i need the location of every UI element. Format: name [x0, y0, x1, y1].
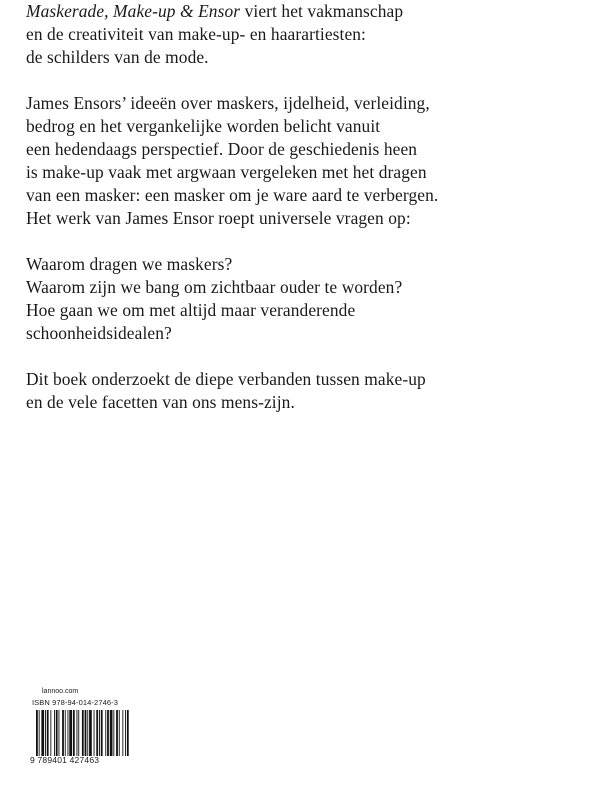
text-line: James Ensors’ ideeën over maskers, ijdelheid, verleiding,: [26, 93, 430, 113]
intro-line-3: de schilders van de mode.: [26, 47, 209, 67]
closing-paragraph: [26, 368, 586, 414]
barcode-digits: 9 789401 427463: [30, 755, 100, 765]
book-title-italic: Maskerade, Make-up & Ensor: [26, 1, 241, 21]
text-line: is make-up vaak met argwaan vergeleken met het dragen: [26, 162, 427, 182]
question-line: Hoe gaan we om met altijd maar veranderende: [26, 300, 356, 320]
text-line: bedrog en het vergankelijke worden belicht vanuit: [26, 116, 381, 136]
text-line: Dit boek onderzoekt de diepe verbanden tussen make-up: [26, 369, 426, 389]
text-line: en de vele facetten van ons mens-zijn.: [26, 392, 295, 412]
isbn-label: ISBN 978-94-014-2746-3: [32, 698, 119, 707]
intro-line-1: [26, 0, 586, 23]
publisher-url: lannoo.com: [42, 688, 79, 695]
intro-line-2: en de creativiteit van make-up- en haarartiesten:: [26, 24, 366, 44]
questions-paragraph: [26, 253, 586, 345]
text-line: van een masker: een masker om je ware aard te verbergen.: [26, 185, 439, 205]
question-line: Waarom dragen we maskers?: [26, 254, 233, 274]
back-cover-text: [26, 0, 586, 437]
intro-line-1-rest: viert het vakmanschap: [240, 1, 404, 21]
question-line: schoonheidsidealen?: [26, 323, 172, 343]
ensor-paragraph: [26, 92, 586, 230]
text-line: Het werk van James Ensor roept universele vragen op:: [26, 208, 411, 228]
intro-paragraph: [26, 0, 586, 69]
barcode-icon: [30, 710, 136, 756]
question-line: Waarom zijn we bang om zichtbaar ouder te worden?: [26, 277, 403, 297]
text-line: een hedendaags perspectief. Door de geschiedenis heen: [26, 139, 418, 159]
